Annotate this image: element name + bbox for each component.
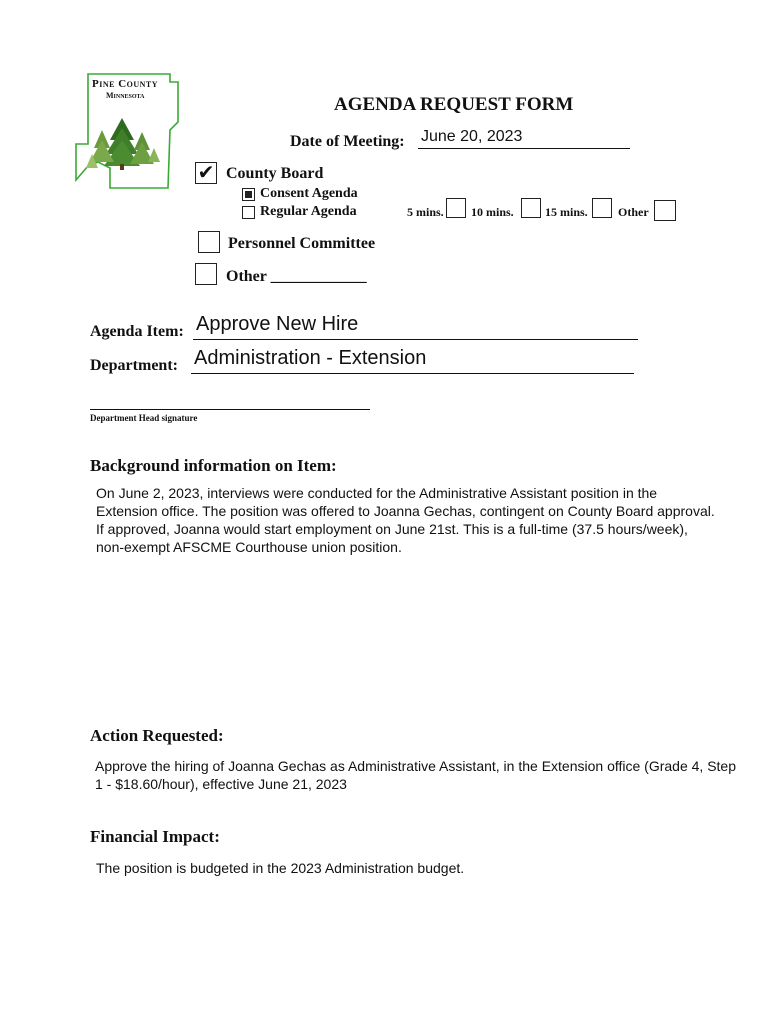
duration-10-checkbox[interactable] (521, 198, 541, 218)
filled-square-icon (245, 191, 252, 198)
duration-15-label: 15 mins. (545, 205, 588, 219)
duration-5-checkbox[interactable] (446, 198, 466, 218)
logo-county-name: Pine County (92, 78, 159, 90)
date-of-meeting-underline (418, 148, 630, 149)
signature-label: Department Head signature (90, 413, 198, 423)
department-value[interactable]: Administration - Extension (194, 347, 427, 369)
logo-state-name: Minnesota (106, 91, 145, 100)
agenda-item-label: Agenda Item: (90, 323, 184, 340)
background-text[interactable]: On June 2, 2023, interviews were conducted for the Administrative Assistant position in the Extension office. The position was offered to Joanna Gechas, contingent on County Board approval. If approved, Joanna would start employment on June 21st. This is a full-time (37.5 hours/week), non-exempt AFSCME Courthouse union position. (96, 485, 715, 555)
duration-other-label: Other (618, 205, 649, 219)
date-of-meeting-label: Date of Meeting: (290, 133, 405, 150)
action-requested-heading: Action Requested: (90, 726, 224, 745)
regular-agenda-label: Regular Agenda (260, 204, 357, 219)
other-checkbox[interactable] (195, 263, 217, 285)
regular-agenda-checkbox[interactable] (242, 206, 255, 219)
consent-agenda-checkbox[interactable] (242, 188, 255, 201)
county-logo (74, 70, 184, 190)
personnel-committee-label: Personnel Committee (228, 235, 376, 252)
county-board-checkbox[interactable] (195, 162, 217, 184)
financial-impact-heading: Financial Impact: (90, 827, 220, 846)
date-of-meeting-value[interactable]: June 20, 2023 (421, 128, 523, 145)
financial-impact-text[interactable]: The position is budgeted in the 2023 Administration budget. (96, 860, 465, 876)
department-label: Department: (90, 357, 178, 374)
personnel-committee-checkbox[interactable] (198, 231, 220, 253)
duration-15-checkbox[interactable] (592, 198, 612, 218)
duration-10-label: 10 mins. (471, 205, 514, 219)
signature-line (90, 409, 370, 410)
checkmark-icon: ✔ (197, 160, 215, 184)
background-heading: Background information on Item: (90, 456, 337, 475)
department-underline (191, 373, 634, 374)
consent-agenda-label: Consent Agenda (260, 186, 358, 201)
duration-5-label: 5 mins. (407, 205, 444, 219)
form-title: AGENDA REQUEST FORM (334, 94, 574, 115)
duration-other-checkbox[interactable] (654, 200, 676, 221)
county-board-label: County Board (226, 165, 324, 182)
agenda-item-value[interactable]: Approve New Hire (196, 313, 359, 335)
other-label: Other ____________ (226, 268, 367, 285)
agenda-item-underline (193, 339, 638, 340)
action-requested-text[interactable]: Approve the hiring of Joanna Gechas as Administrative Assistant, in the Extension office (Grade 4, Step 1 - $18.60/hour), effective June 21, 2023 (95, 758, 736, 792)
